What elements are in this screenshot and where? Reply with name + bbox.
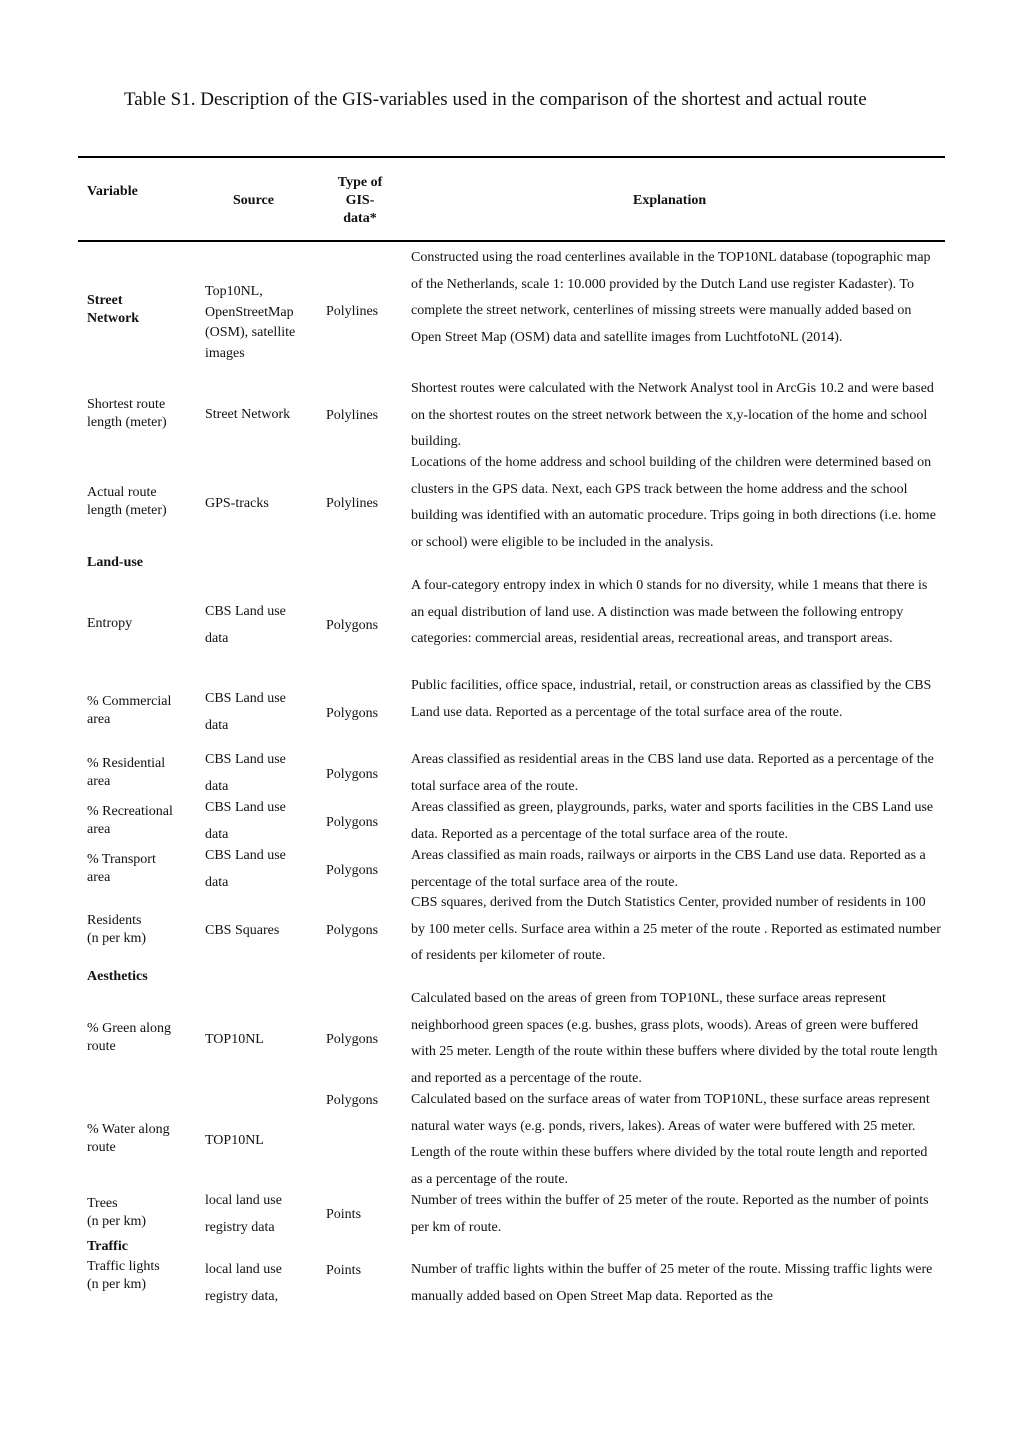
source-line: registry data (205, 1219, 275, 1235)
row-trees-source (205, 1188, 282, 1241)
variable-line: length (meter) (87, 415, 167, 430)
row-residential-variable (87, 755, 165, 791)
row-green-type: Polygons (326, 1032, 379, 1047)
row-commercial-explanation: Public facilities, office space, industrial, retail, or construction areas as classified by the CBS Land use data. Reported as a percentage of the total surface area of the route. (411, 678, 932, 720)
variable-line: (n per km) (87, 1214, 147, 1229)
row-shortest-route-source: Street Network (205, 407, 291, 422)
row-actual-route-variable (87, 484, 167, 520)
row-green-source: TOP10NL (205, 1032, 264, 1047)
variable-line: % Commercial (87, 694, 172, 709)
variable-line: Shortest route (87, 397, 166, 412)
source-line: data (205, 826, 229, 842)
section-land-use: Land-use (87, 555, 144, 570)
row-transport-source (205, 843, 286, 896)
table-top-rule (78, 156, 945, 158)
header-explanation: Explanation (633, 193, 707, 208)
row-residential-source (205, 747, 286, 800)
variable-line: % Transport (87, 852, 156, 867)
variable-line: Residents (87, 913, 142, 928)
row-shortest-route-explanation: Shortest routes were calculated with the Network Analyst tool in ArcGis 10.2 and were based on the shortest routes on the street network between the x,y-location of the home and school building. (411, 381, 934, 449)
row-recreational-type: Polygons (326, 815, 379, 830)
source-line: data (205, 874, 229, 890)
row-street-network-source (205, 282, 315, 364)
row-commercial-source (205, 686, 286, 739)
row-traffic-lights-source (205, 1257, 282, 1310)
row-residential-type: Polygons (326, 767, 379, 782)
source-line: local land use (205, 1193, 282, 1208)
row-water-explanation: Calculated based on the surface areas of water from TOP10NL, these surface areas represent natural water ways (e.g. ponds, rivers, lakes). Areas of water were buffered with 25 meter. Length of the route within these buffers where divided by the total route length and reported as a percentage of the route. (411, 1092, 930, 1187)
variable-line: area (87, 870, 111, 885)
row-recreational-source (205, 795, 286, 848)
row-entropy-source (205, 599, 286, 652)
row-residents-source: CBS Squares (205, 923, 280, 938)
row-trees-explanation: Number of trees within the buffer of 25 meter of the route. Reported as the number of points per km of route. (411, 1193, 929, 1235)
header-type-line1: Type of (337, 175, 383, 190)
source-line: data (205, 717, 229, 733)
variable-line: route (87, 1140, 116, 1155)
row-water-source: TOP10NL (205, 1133, 264, 1148)
row-street-network-type: Polylines (326, 304, 379, 319)
row-residents-variable (87, 912, 146, 948)
row-green-explanation: Calculated based on the areas of green from TOP10NL, these surface areas represent neighborhood green spaces (e.g. bushes, grass plots, woods). Areas of green were buffered with 25 meter. Length of the route within these buffers where divided by the total route length and reported as a percentage of the route. (411, 991, 938, 1086)
table-header-rule (78, 240, 945, 242)
row-recreational-explanation: Areas classified as green, playgrounds, parks, water and sports facilities in the CBS Land use data. Reported as a percentage of the total surface area of the route. (411, 800, 934, 842)
variable-line: area (87, 712, 111, 727)
row-trees-type: Points (326, 1207, 362, 1222)
variable-line: (n per km) (87, 1277, 147, 1292)
row-green-variable (87, 1020, 171, 1056)
variable-line: Traffic lights (87, 1259, 160, 1274)
row-recreational-variable (87, 803, 173, 839)
section-aesthetics: Aesthetics (87, 969, 148, 984)
row-traffic-lights-explanation: Number of traffic lights within the buffer of 25 meter of the route. Missing traffic lights were manually added based on Open Street Map data. Reported as the (411, 1262, 933, 1304)
variable-line: % Residential (87, 756, 166, 771)
row-transport-explanation: Areas classified as main roads, railways or airports in the CBS Land use data. Reported as a percentage of the total surface area of the route. (411, 848, 926, 890)
header-type-line2: GIS- (345, 193, 375, 208)
row-street-network-variable (87, 292, 139, 328)
source-line: data (205, 778, 229, 794)
source-line: OpenStreetMap (205, 304, 294, 320)
source-line: local land use (205, 1262, 282, 1277)
source-line: (OSM), satellite (205, 325, 296, 340)
row-shortest-route-variable (87, 396, 167, 432)
row-transport-variable (87, 851, 156, 887)
source-line: CBS Land use (205, 752, 286, 767)
section-traffic: Traffic (87, 1239, 128, 1254)
source-line: CBS Land use (205, 848, 286, 863)
source-line: images (205, 345, 245, 361)
source-line: Top10NL, (205, 284, 263, 299)
row-entropy-variable: Entropy (87, 616, 133, 631)
row-transport-type: Polygons (326, 863, 379, 878)
header-type (320, 174, 400, 228)
row-entropy-type: Polygons (326, 618, 379, 633)
variable-line: Actual route (87, 485, 157, 500)
row-traffic-lights-type: Points (326, 1263, 362, 1278)
variable-line: area (87, 774, 111, 789)
variable-line: (n per km) (87, 931, 147, 946)
row-residential-explanation: Areas classified as residential areas in the CBS land use data. Reported as a percentage of the total surface area of the route. (411, 752, 934, 794)
row-commercial-variable (87, 693, 171, 729)
row-actual-route-source: GPS-tracks (205, 496, 269, 511)
variable-line: route (87, 1039, 116, 1054)
row-street-network-explanation: Constructed using the road centerlines available in the TOP10NL database (topographic map of the Netherlands, scale 1: 10.000 provided by the Dutch Land use register Kadaster). To complete the street network, centerlines of missing streets were manually added based on Open Street Map (OSM) data and satellite images from LuchtfotoNL (2014). (411, 250, 931, 345)
row-water-variable (87, 1121, 170, 1157)
variable-line: % Green along (87, 1021, 171, 1036)
header-source: Source (233, 193, 274, 208)
variable-line: Street (87, 293, 123, 308)
variable-line: Trees (87, 1196, 118, 1211)
variable-line: area (87, 822, 111, 837)
row-actual-route-type: Polylines (326, 496, 379, 511)
table-caption: Table S1. Description of the GIS-variables used in the comparison of the shortest and actual route (124, 89, 867, 110)
variable-line: % Recreational (87, 804, 173, 819)
row-water-type: Polygons (326, 1093, 379, 1108)
source-line: data (205, 630, 229, 646)
row-traffic-lights-variable (87, 1258, 160, 1294)
variable-line: Network (87, 311, 140, 326)
source-line: registry data, (205, 1288, 279, 1304)
header-variable: Variable (87, 184, 138, 199)
row-entropy-explanation: A four-category entropy index in which 0 stands for no diversity, while 1 means that there is an equal distribution of land use. A distinction was made between the following entropy categories: commercial areas, residential areas, recreational areas, and transport areas. (411, 578, 928, 646)
row-trees-variable (87, 1195, 146, 1231)
variable-line: % Water along (87, 1122, 170, 1137)
source-line: CBS Land use (205, 691, 286, 706)
row-shortest-route-type: Polylines (326, 408, 379, 423)
row-residents-type: Polygons (326, 923, 379, 938)
row-residents-explanation: CBS squares, derived from the Dutch Statistics Center, provided number of residents in 100 by 100 meter cells. Surface area within a 25 meter of the route . Reported as estimated number of residents per kilometer of route. (411, 895, 941, 963)
variable-line: length (meter) (87, 503, 167, 518)
row-actual-route-explanation: Locations of the home address and school building of the children were determined based on clusters in the GPS data. Next, each GPS track between the home address and the school building was identified with an automatic procedure. Trips going in both directions (i.e. home or school) were eligible to be included in the analysis. (411, 455, 936, 550)
source-line: CBS Land use (205, 800, 286, 815)
source-line: CBS Land use (205, 604, 286, 619)
row-commercial-type: Polygons (326, 706, 379, 721)
header-type-line3: data* (343, 211, 377, 226)
